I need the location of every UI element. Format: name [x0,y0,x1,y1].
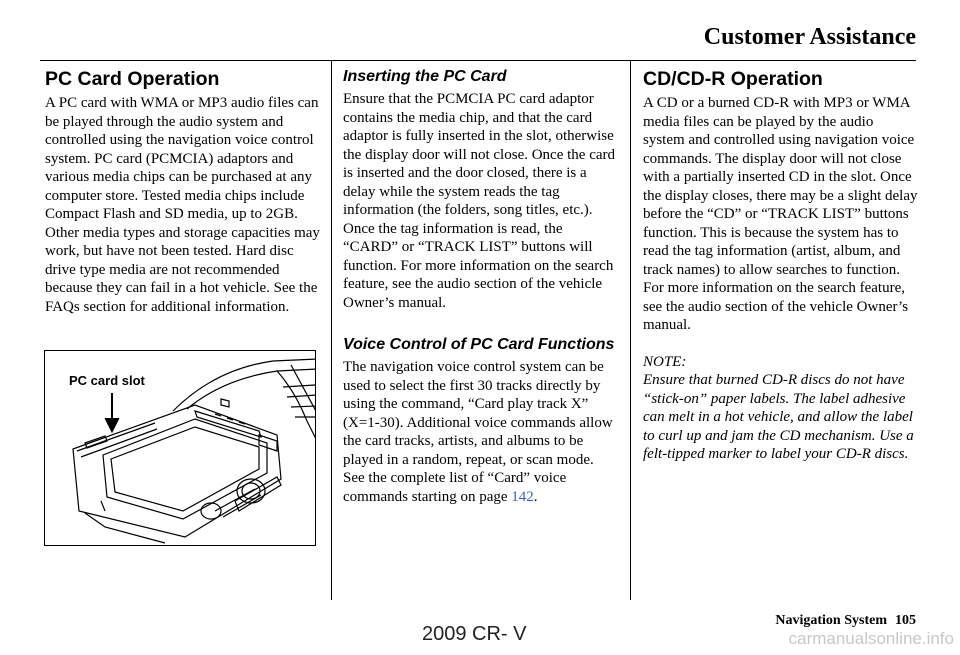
cd-operation-text: A CD or a burned CD-R with MP3 or WMA media files can be played by the audio system and controlled using navigation voice commands. The display door will not close with a partially inserted CD in the slot. Once the display closes, there may be a slight delay before the “CD” or “TRACK LIST” buttons function. This is because the system has to read the tag information (artist, album, and track names) to allow searches to function. For more information on the search feature, see the audio section of the vehicle Owner’s manual. [643,95,918,333]
pc-card-operation-text: A PC card with WMA or MP3 audio files can be played through the audio system and controlled using the navigation voice control system. PC card (PCMCIA) adaptors and various media chips can be purchased at any computer store. Tested media chips include Compact Flash and SD media, up to 2GB. Other media types and storage capacities may work, but have not been tested. Hard disc drive type media are not recommended because they can fail in a hot vehicle. See the FAQs section for additional information. [45,95,320,315]
voice-control-heading: Voice Control of PC Card Functions [343,336,615,353]
note-label: NOTE: [643,353,687,370]
cd-operation-heading: CD/CD-R Operation [643,68,823,90]
note-text: Ensure that burned CD-R discs do not have “stick-on” paper labels. The label adhesive can melt in a hot vehicle, and allow the label to curl up and jam the CD mechanism. Use a felt-tipped marker to label your CD-R discs. [643,372,914,462]
column-2 [343,66,618,506]
voice-control-text [343,358,618,506]
voice-control-text-body: The navigation voice control system can be used to select the first 30 tracks directly by using the command, “Card play track X” (X=1-30). Additional voice commands allow the card tracks, artists, and albums to be played in a random, repeat, or scan mode. See the complete list of “Card” voice commands starting on page [343,359,613,505]
pc-card-slot-figure [44,350,316,546]
inserting-pc-card-text: Ensure that the PCMCIA PC card adaptor contains the media chip, and that the card adaptor is fully inserted in the slot, otherwise the display door will not close. Once the card is inserted and the door closed, there is a delay while the system reads the tag information (the folders, song titles, etc.). Once the tag information is read, the “CARD” or “TRACK LIST” buttons will function. For more information on the search feature, see the audio section of the vehicle Owner’s manual. [343,91,616,311]
column-divider-2 [630,60,631,600]
page-142-link[interactable]: 142 [511,488,534,505]
watermark-text: carmanualsonline.info [788,629,954,648]
footer-page-info [775,613,916,629]
voice-control-text-end: . [533,488,538,505]
column-1 [45,66,320,316]
page-number: 105 [895,613,916,628]
pc-card-operation-heading: PC Card Operation [45,68,220,90]
footer-section-name: Navigation System [775,613,887,628]
footer-model-name: 2009 CR- V [422,623,527,645]
column-3 [643,66,918,464]
inserting-pc-card-heading: Inserting the PC Card [343,68,507,85]
page-header-title: Customer Assistance [703,24,916,50]
header-divider [40,60,916,61]
pc-card-slot-label: PC card slot [69,373,145,388]
column-divider-1 [331,60,332,600]
